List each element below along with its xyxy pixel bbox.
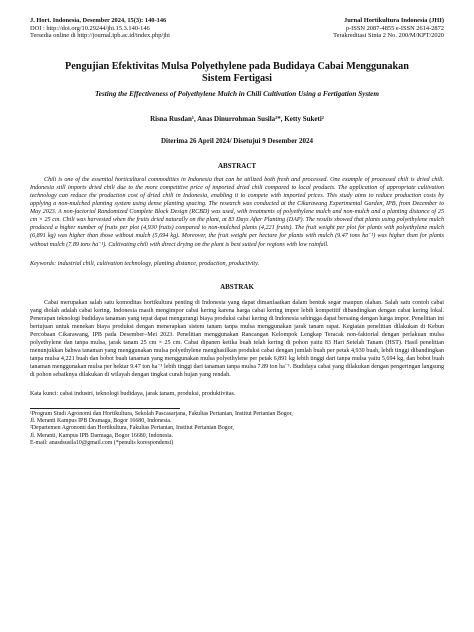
paper-title (30, 61, 444, 85)
footnote-divider (30, 408, 180, 409)
abstract-heading: ABSTRACT (217, 161, 257, 170)
abstrak-keywords: Kata kunci: cabai industri, teknologi budidaya, jarak tanam, produksi, produktivitas. (30, 390, 236, 397)
paper-page (30, 17, 444, 448)
header-left (30, 17, 170, 40)
author-list: Risna Rusdan¹, Anas Dinurrohman Susila²*, Ketty Suketi² (150, 114, 324, 123)
journal-name: Jurnal Hortikultura Indonesia (JHI) (344, 17, 444, 24)
submission-dates: Diterima 26 April 2024/ Disetujui 9 Desember 2024 (160, 136, 314, 145)
paper-title-line1: Pengujian Efektivitas Mulsa Polyethylene pada Budidaya Cabai Menggunakan (65, 60, 409, 72)
header-right (333, 17, 444, 40)
journal-accreditation: Terakreditasi Sinta 2 No. 200/M/KPT/2020 (333, 32, 444, 40)
online-url[interactable]: Tersedia online di http://journal.ipb.ac.id/index.php/jhi (30, 32, 170, 40)
corresponding-email[interactable]: E-mail: anasdsusila10@gmail.com (*penulis korespondensi) (30, 440, 174, 447)
journal-citation: J. Hort. Indonesia, Desember 2024, 15(3): 140-146 (30, 17, 167, 24)
journal-issn: p-ISSN 2087-4855 e-ISSN 2614-2872 (345, 24, 444, 32)
affiliation-2-line1: ²Departemen Agronomi dan Hortikultura, Fakultas Pertanian, Institut Pertanian Bogor, (30, 425, 234, 432)
abstrak-text: Cabai merupakan salah satu komoditas hortikultura penting di Indonesia yang dapat dimanfaatkan dalam bentuk segar maupun olahan. Salah satu contoh cabai yang diolah adalah cabai kering. Indonesia masih mengimpor cabai kering karena harga cabai kering impor lebih kompetitif dibandingkan dengan cabai kering lokal. Penerapan teknologi budidaya tanaman yang tepat dapat mengurangi biaya produksi cabai kering di Indonesia sehingga dapat bersaing dengan harga impor. Penelitian ini bertujuan untuk menekan biaya produksi dengan menerapkan sistem tanam tanpa mulsa menggunakan jarak tanam rapat. Kegiatan penelitian dilakukan di Kebun Percobaan Cikarawang, IPB pada Desember–Mei 2023. Penelitian menggunakan Rancangan Kelompok Lengkap Teracak non-faktorial dengan perlakuan mulsa polyethylene dan tanpa mulsa, jarak tanam 25 cm × 25 cm. Cabai dipanen ketika buah telah kering di pohon yaitu 83 Hari Setelah Tanam (HST). Hasil penelitian menunjukkan bahwa tanaman yang menggunakan mulsa polyethylene menghasilkan produksi cabai dengan jumlah buah per petak 4,930 buah, lebih tinggi dibandingkan tanpa mulsa 4,221 buah dan bobot buah tanaman yang menggunakan mulsa polyethylene per petak 6,891 kg lebih tinggi dari tanpa mulsa yaitu 5,694 kg, dan bobot buah tanaman menggunakan mulsa per hektar 9.47 ton ha⁻¹ lebih tinggi dari tanaman tanpa mulsa 7.89 ton ha⁻¹. Budidaya cabai yang dilakukan dengan pengeringan langsung di pohon sebaiknya dilakukan di wilayah dengan tingkat curah hujan yang rendah. (30, 299, 444, 379)
abstract-text: Chili is one of the essential horticultural commodities in Indonesia that can be utilized both fresh and processed. One example of processed chili is dried chili. Indonesia still imports dried chili due to the more competitive price of imported dried chili compared to local products. The application of appropriate cultivation technology can reduce the production cost of dried chili in Indonesia, enabling it to compete with imported prices. This study aims to reduce production costs by applying a non-mulched planting system using dense planting spacing. The research was conducted at the Cikarawang Experimental Garden, IPB, from December to May 2023. A non-factorial Randomized Complete Block Design (RCBD) was used, with treatments of polyethylene mulch and non-mulch and a planting distance of 25 cm × 25 cm. Chili was harvested when the fruits dried naturally on the plant, at 83 Days After Planting (DAP). The results showed that plants using polyethylene mulch produced a higher number of fruits per plot (4,930 fruits) compared to non-mulched plants (4,221 fruits). The fruit weight per plot for plants with polyethylene mulch (6,891 kg) was higher than those without mulch (5,694 kg). Moreover, the fruit weight per hectare for plants with mulch (9.47 tons ha⁻¹) was higher than for plants without mulch (7.89 tons ha⁻¹). Cultivating chili with direct drying on the plant is best suited for regions with low rainfall. (30, 176, 444, 248)
affiliation-2-line2: Jl. Meranti, Kampus IPB Darmaga, Bogor 16680, Indonesia. (30, 432, 173, 439)
page-header (30, 17, 444, 40)
affiliation-1-line2: Jl. Meranti Kampus IPB Dramaga, Bogor 16680, Indonesia. (30, 417, 172, 424)
doi-link[interactable]: DOI : http://doi.org/10.29244/jhi.15.3.140-146 (30, 24, 150, 32)
affiliations (30, 411, 444, 448)
paper-subtitle: Testing the Effectiveness of Polyethylene Mulch in Chili Cultivation Using a Fertigation System (95, 89, 379, 98)
abstract-keywords: Keywords: industrial chili, cultivation technology, planting distance, production, productivity. (30, 260, 259, 267)
abstrak-heading: ABSTRAK (220, 282, 254, 291)
affiliation-1-line1: ¹Program Studi Agronomi dan Hortikultura, Sekolah Pascasarjana, Fakultas Pertanian, Institut Pertanian Bogor, (30, 410, 293, 417)
paper-title-line2: Sistem Fertigasi (202, 72, 272, 84)
